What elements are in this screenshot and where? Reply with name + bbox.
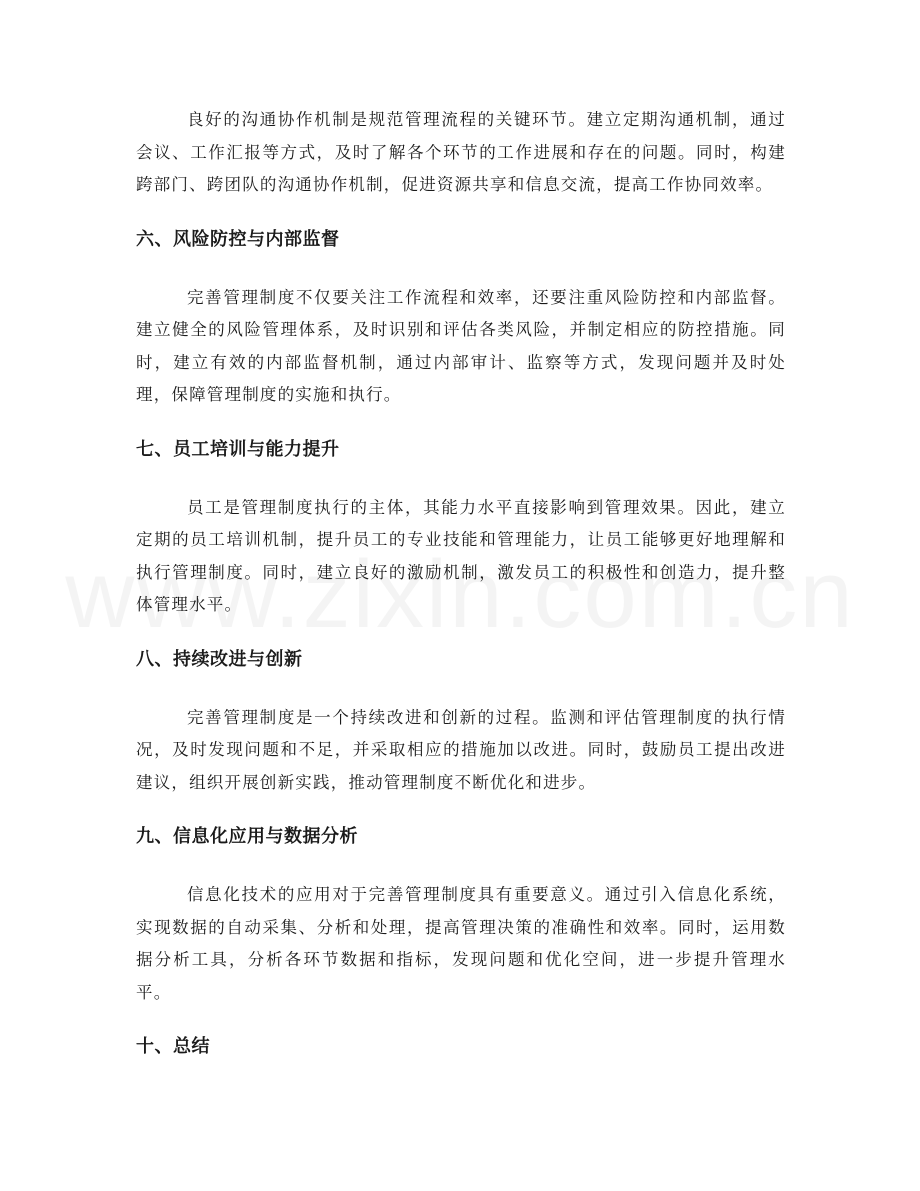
paragraph-continuous-improvement: 完善管理制度是一个持续改进和创新的过程。监测和评估管理制度的执行情况，及时发现问题和不足，并采取相应的措施加以改进。同时，鼓励员工提出改进建议，组织开展创新实践，推动管理制度不断优化和进步。 bbox=[136, 707, 786, 792]
heading-summary: 十、总结 bbox=[136, 1036, 210, 1057]
heading-staff-training: 七、员工培训与能力提升 bbox=[136, 438, 340, 460]
heading-risk-control: 六、风险防控与内部监督 bbox=[136, 228, 340, 250]
heading-continuous-improvement: 八、持续改进与创新 bbox=[136, 648, 303, 670]
document-body bbox=[136, 104, 786, 1061]
heading-informatization: 九、信息化应用与数据分析 bbox=[136, 826, 358, 847]
paragraph-communication: 良好的沟通协作机制是规范管理流程的关键环节。建立定期沟通机制，通过会议、工作汇报等方式，及时了解各个环节的工作进展和存在的问题。同时，构建跨部门、跨团队的沟通协作机制，促进资源共享和信息交流，提高工作协同效率。 bbox=[136, 110, 786, 194]
paragraph-risk-control: 完善管理制度不仅要关注工作流程和效率，还要注重风险防控和内部监督。建立健全的风险管理体系，及时识别和评估各类风险，并制定相应的防控措施。同时，建立有效的内部监督机制，通过内部审计、监察等方式，发现问题并及时处理，保障管理制度的实施和执行。 bbox=[136, 287, 786, 404]
paragraph-informatization: 信息化技术的应用对于完善管理制度具有重要意义。通过引入信息化系统，实现数据的自动采集、分析和处理，提高管理决策的准确性和效率。同时，运用数据分析工具，分析各环节数据和指标，发现问题和优化空间，进一步提升管理水平。 bbox=[136, 885, 786, 1002]
paragraph-staff-training: 员工是管理制度执行的主体，其能力水平直接影响到管理效果。因此，建立定期的员工培训机制，提升员工的专业技能和管理能力，让员工能够更好地理解和执行管理制度。同时，建立良好的激励机制，激发员工的积极性和创造力，提升整体管理水平。 bbox=[136, 497, 786, 614]
